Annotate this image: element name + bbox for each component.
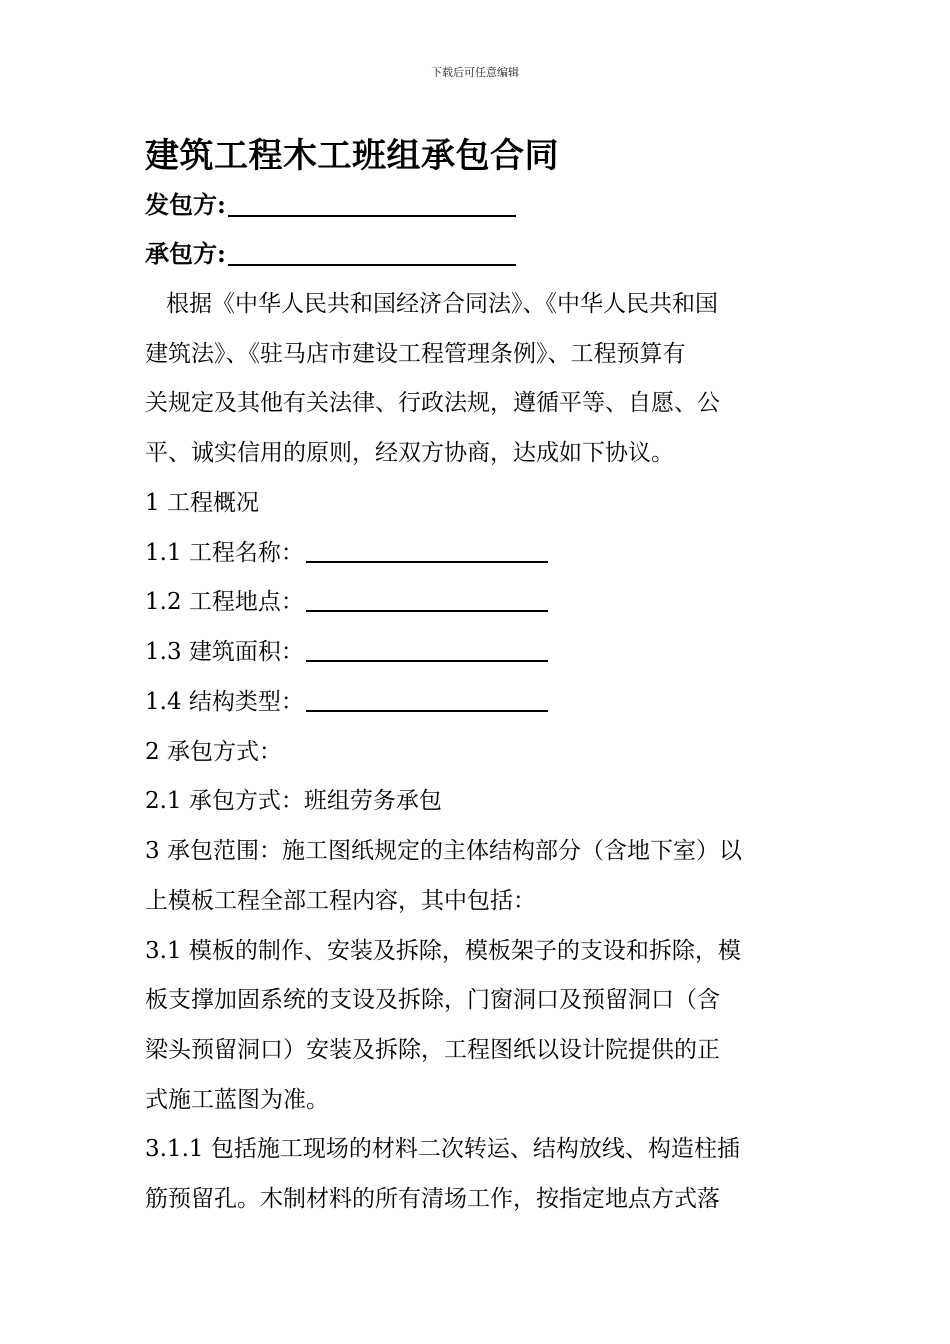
field-blank [306, 690, 548, 712]
field-label: 1.4 结构类型： [145, 689, 304, 715]
section-3-1-line: 式施工蓝图为准。 [145, 1087, 329, 1113]
field-label: 1.3 建筑面积： [145, 639, 304, 665]
section-3-1-1-line: 筋预留孔。木制材料的所有清场工作，按指定地点方式落 [145, 1186, 720, 1212]
section-2-heading: 2 承包方式： [145, 739, 282, 765]
section-3-line: 上模板工程全部工程内容，其中包括： [145, 888, 536, 914]
preamble-line: 建筑法》、《驻马店市建设工程管理条例》、工程预算有 [145, 341, 686, 367]
building-area-field [145, 633, 548, 666]
field-label: 1.2 工程地点： [145, 589, 304, 615]
preamble-line: 根据《中华人民共和国经济合同法》、《中华人民共和国 [166, 291, 718, 317]
project-name-field [145, 534, 548, 567]
employer-blank [228, 193, 516, 217]
section-3-1-line: 3.1 模板的制作、安装及拆除，模板架子的支设和拆除，模 [145, 938, 741, 964]
project-location-field [145, 583, 548, 616]
preamble-line: 平、诚实信用的原则，经双方协商，达成如下协议。 [145, 440, 674, 466]
field-blank [306, 541, 548, 563]
employer-line [145, 185, 516, 220]
employer-label: 发包方: [145, 190, 226, 219]
section-3-1-line: 板支撑加固系统的支设及拆除，门窗洞口及预留洞口（含 [145, 987, 720, 1013]
page-header-note: 下载后可任意编辑 [431, 66, 519, 79]
structure-type-field [145, 683, 548, 716]
section-3-line: 3 承包范围：施工图纸规定的主体结构部分（含地下室）以 [145, 838, 742, 864]
contractor-blank [228, 242, 516, 266]
contractor-line [145, 234, 516, 269]
section-3-1-line: 梁头预留洞口）安装及拆除，工程图纸以设计院提供的正 [145, 1037, 720, 1063]
section-1-heading: 1 工程概况 [145, 490, 259, 516]
section-3-1-1-line: 3.1.1 包括施工现场的材料二次转运、结构放线、构造柱插 [145, 1136, 740, 1162]
field-blank [306, 640, 548, 662]
contractor-label: 承包方: [145, 239, 226, 268]
field-label: 1.1 工程名称： [145, 540, 304, 566]
document-title: 建筑工程木工班组承包合同 [145, 136, 559, 176]
section-2-1: 2.1 承包方式：班组劳务承包 [145, 788, 442, 814]
preamble-line: 关规定及其他有关法律、行政法规，遵循平等、自愿、公 [145, 390, 720, 416]
field-blank [306, 590, 548, 612]
